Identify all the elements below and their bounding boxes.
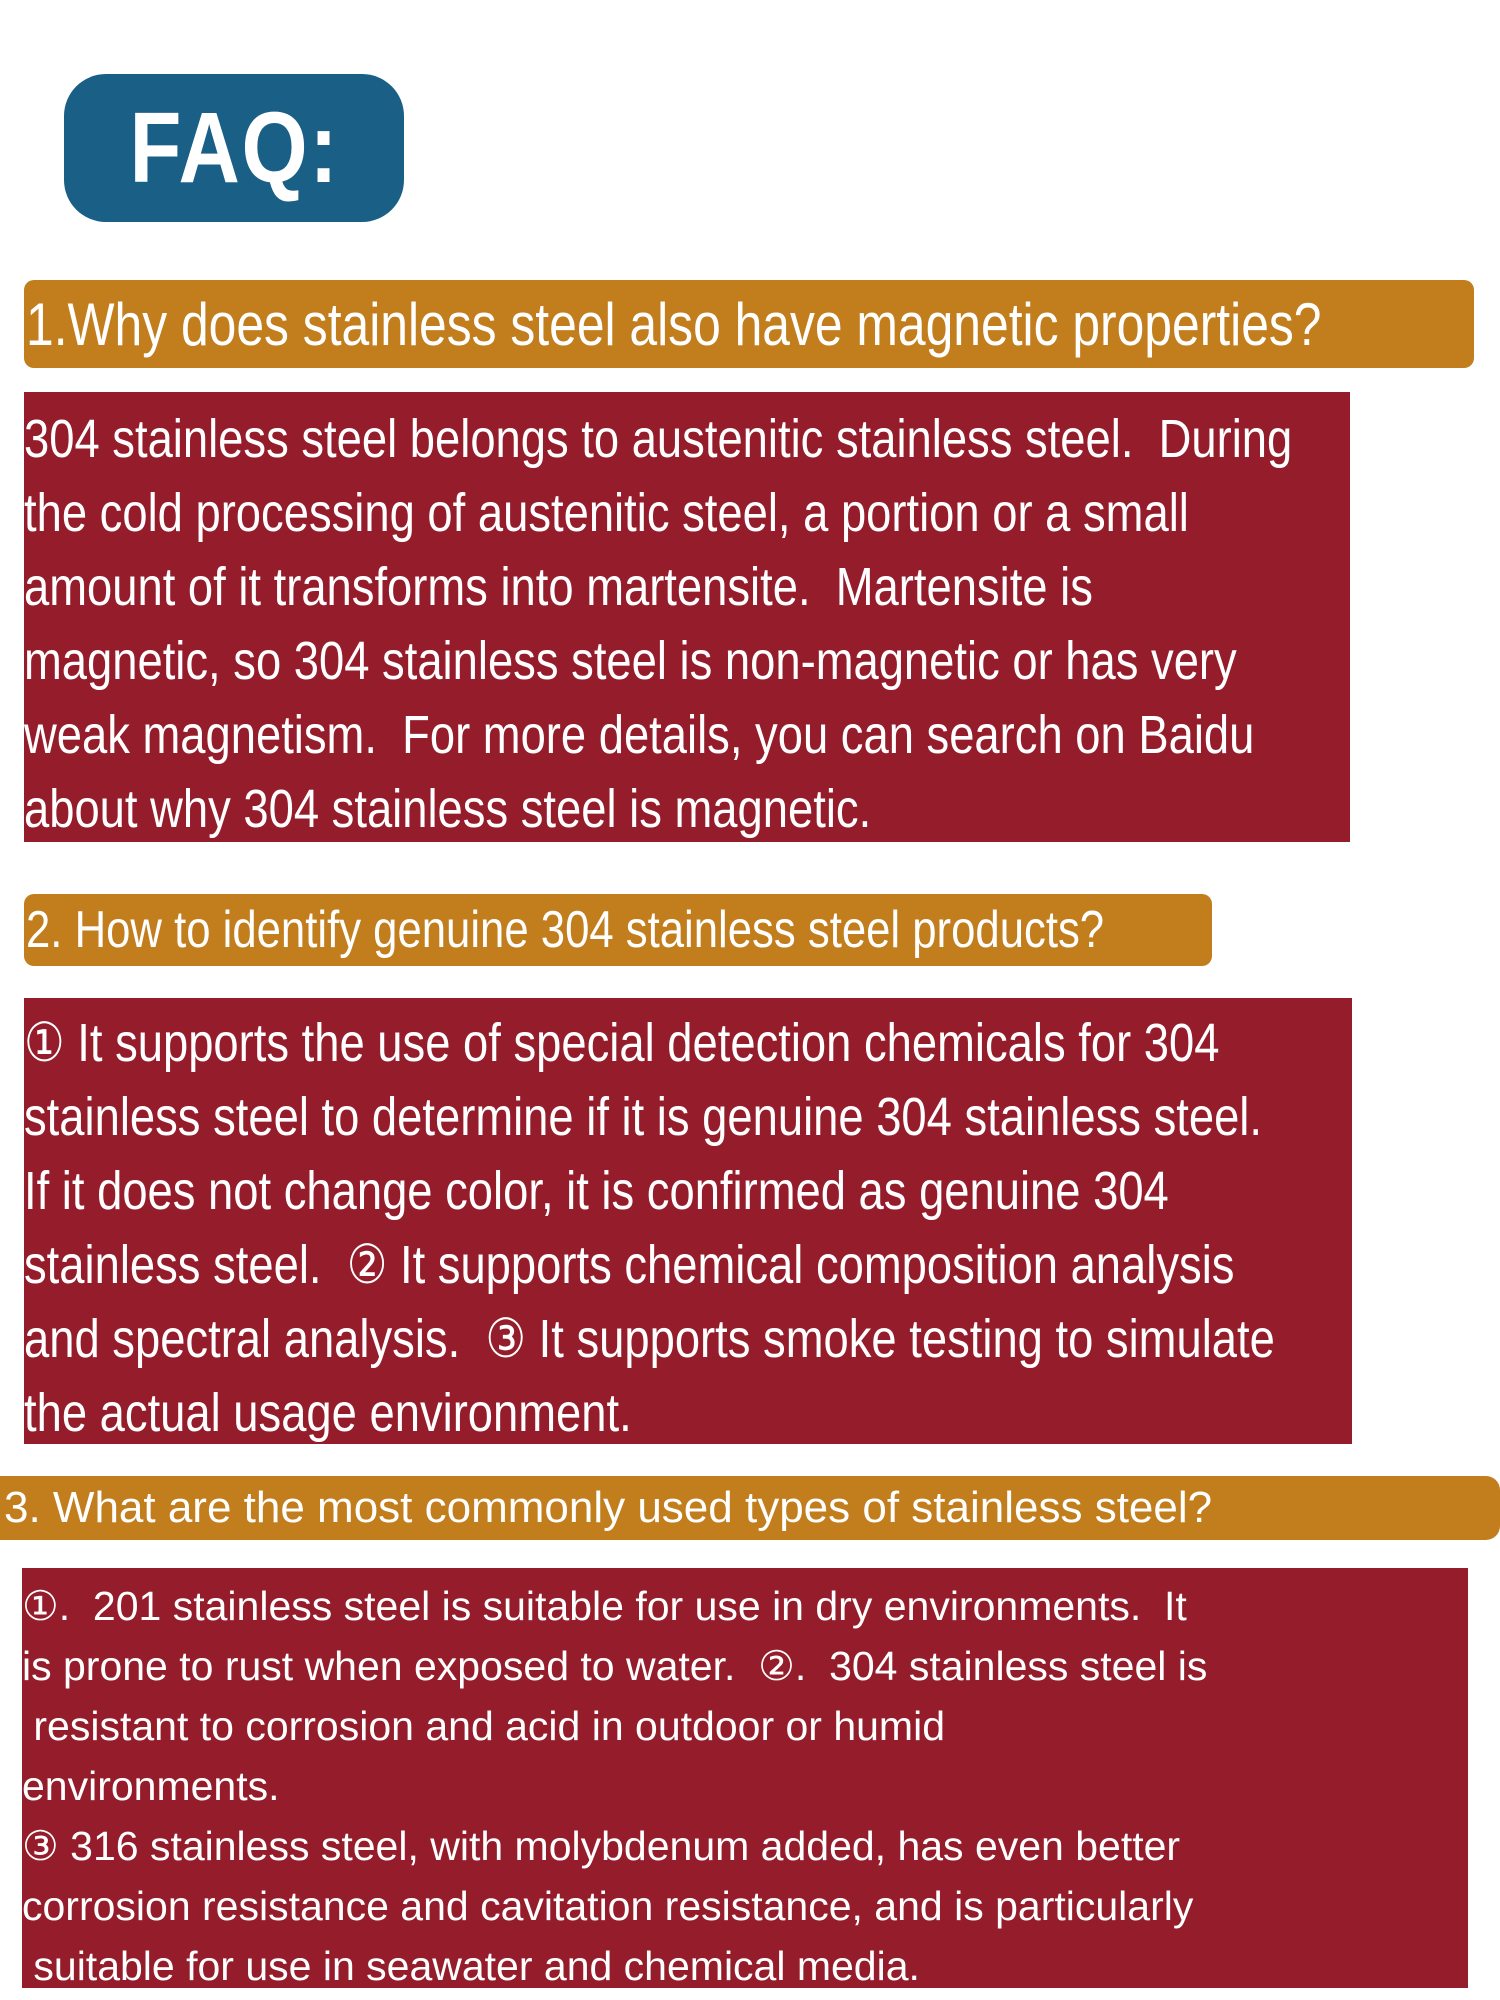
question-2-bar <box>24 894 1212 966</box>
answer-1-line: magnetic, so 304 stainless steel is non-magnetic or has very <box>24 631 1237 691</box>
answer-3-line: suitable for use in seawater and chemical media. <box>22 1943 920 1988</box>
answer-2-line: stainless steel to determine if it is genuine 304 stainless steel. <box>24 1087 1262 1147</box>
answer-3-line: ③ 316 stainless steel, with molybdenum added, has even better <box>22 1823 1181 1869</box>
answer-3-line: corrosion resistance and cavitation resistance, and is particularly <box>22 1883 1194 1929</box>
question-3-bar <box>0 1476 1500 1540</box>
question-1-text: 1.Why does stainless steel also have magnetic properties? <box>26 290 1322 358</box>
answer-3-line: is prone to rust when exposed to water. ②. 304 stainless steel is <box>22 1643 1208 1689</box>
answer-1-line: about why 304 stainless steel is magnetic. <box>24 779 872 839</box>
answer-1-line: 304 stainless steel belongs to austenitic stainless steel. During <box>24 409 1293 469</box>
answer-1-line: the cold processing of austenitic steel, a portion or a small <box>24 483 1189 543</box>
answer-2-line: the actual usage environment. <box>24 1383 632 1443</box>
faq-badge <box>64 74 404 222</box>
answer-2-line: If it does not change color, it is confirmed as genuine 304 <box>24 1161 1169 1221</box>
answer-1-line: amount of it transforms into martensite. Martensite is <box>24 557 1093 617</box>
question-1-bar <box>24 280 1474 368</box>
answer-1-box <box>24 392 1350 842</box>
answer-2-box <box>24 998 1352 1444</box>
answer-2-line: stainless steel. ② It supports chemical composition analysis <box>24 1235 1235 1295</box>
answer-2-line: and spectral analysis. ③ It supports smoke testing to simulate <box>24 1309 1275 1369</box>
question-2-text: 2. How to identify genuine 304 stainless steel products? <box>26 901 1105 959</box>
answer-3-box <box>22 1568 1468 1988</box>
answer-3-line: environments. <box>22 1763 280 1809</box>
question-3-text: 3. What are the most commonly used types of stainless steel? <box>4 1483 1213 1532</box>
answer-3-line: ①. 201 stainless steel is suitable for use in dry environments. It <box>22 1583 1187 1629</box>
faq-badge-label: FAQ: <box>129 92 339 204</box>
answer-3-line: resistant to corrosion and acid in outdoor or humid <box>22 1703 946 1749</box>
answer-2-line: ① It supports the use of special detection chemicals for 304 <box>24 1013 1220 1073</box>
answer-1-line: weak magnetism. For more details, you can search on Baidu <box>24 705 1255 765</box>
